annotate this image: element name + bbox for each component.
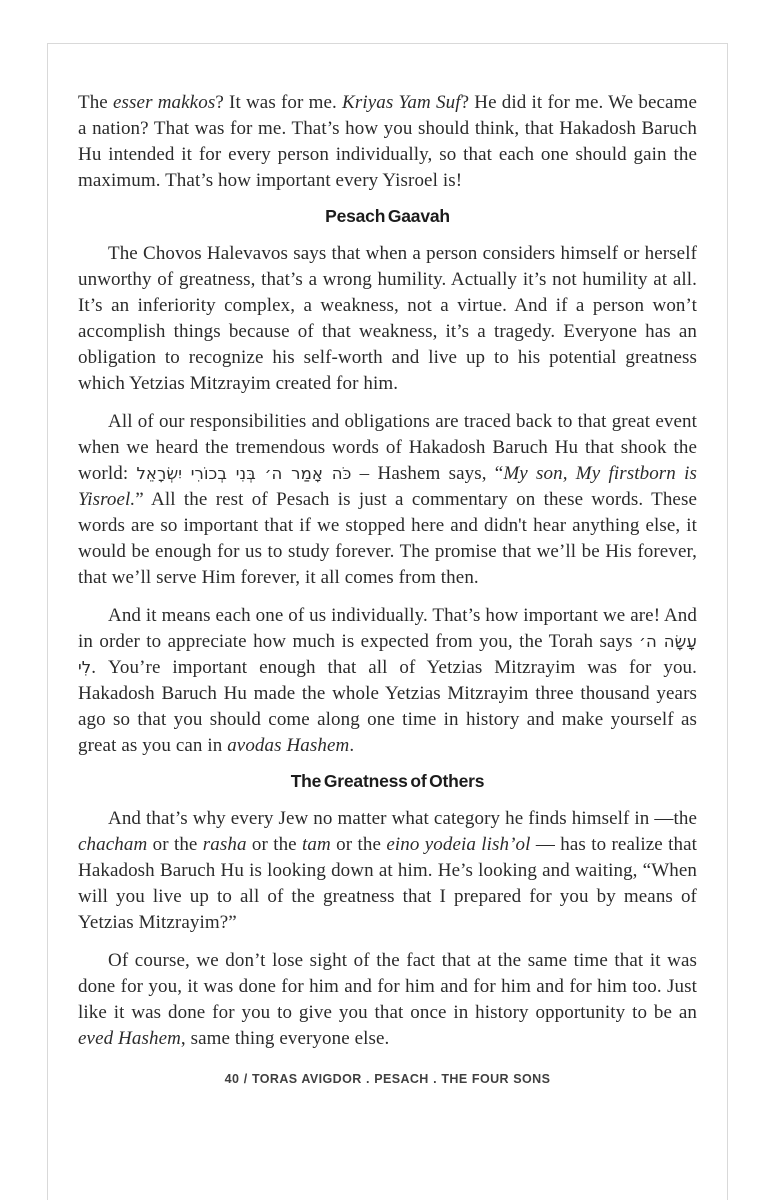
italic-term: Kriyas Yam Suf [342, 92, 461, 113]
italic-term: chacham [78, 834, 148, 855]
text-run: Of course, we don’t lose sight of the fact that at the same time that it was done for you, it was done for him and for him and for him and for him too. Just like it was done for you to give you that once in history opportunity to be an [78, 950, 697, 1023]
paragraph-each-one-individually [78, 603, 697, 759]
italic-term: tam [302, 834, 331, 855]
paragraph-responsibilities [78, 409, 697, 591]
text-run: . [349, 735, 355, 756]
italic-term: My son, My firstborn is Yisroel. [78, 463, 697, 510]
text-run: — has to realize that Hakadosh Baruch Hu is looking down at him. He’s looking and waiting, “When will you live up to all of the greatness that I prepared for you by means of Yetzias Mitzrayim?” [78, 834, 697, 933]
italic-term: eino yodeia lish’ol [386, 834, 531, 855]
text-run: or the [330, 834, 387, 855]
paragraph-every-jew-category [78, 806, 697, 936]
text-run: – Hashem says, “ [351, 463, 504, 484]
paragraph-chovos-halevavos [78, 241, 697, 397]
hebrew-phrase: כֹּה אָמַר ה׳ בְּנִי בְכוֹרִי יִשְׂרָאֵל [136, 464, 352, 483]
text-run: The Chovos Halevavos says that when a person considers himself or herself unworthy of greatness, that’s a wrong humility. Actually it’s not humility at all. It’s an inferiority complex, a weakness, not a virtue. And if a person won’t accomplish things because of that weakness, it’s a tragedy. Everyone has an obligation to recognize his self-worth and live up to his potential greatness which Yetzias Mitzrayim created for him. [78, 243, 697, 394]
paragraph-esser-makkos [78, 90, 697, 194]
italic-term: avodas Hashem [227, 735, 350, 756]
text-run: And it means each one of us individually. That’s how important we are! And in order to appreciate how much is expected from you, the Torah says [78, 605, 697, 652]
text-run: or the [246, 834, 303, 855]
text-run: , same thing everyone else. [180, 1028, 390, 1049]
text-run: or the [147, 834, 203, 855]
text-run: All of our responsibilities and obligations are traced back to that great event when we heard the tremendous words of Hakadosh Baruch Hu that shook the world: [78, 411, 697, 484]
italic-term: esser makkos [113, 92, 216, 113]
page-footer: 40 / TORAS AVIGDOR . PESACH . THE FOUR SONS [224, 1072, 551, 1086]
text-run: The [78, 92, 114, 113]
section-heading-pesach-gaavah: Pesach Gaavah [325, 206, 450, 226]
page-content [48, 44, 727, 1086]
text-run: . You’re important enough that all of Yetzias Mitzrayim was for you. Hakadosh Baruch Hu made the whole Yetzias Mitzrayim three thousand years ago so that you should come along one time in history and make yourself as great as you can in [78, 657, 698, 756]
text-run: ? He did it for me. We became a nation? That was for me. That’s how you should think, that Hakadosh Baruch Hu intended it for every person individually, so that each one should gain the maximum. That’s how important every Yisroel is! [78, 92, 697, 191]
text-run: ? It was for me. [215, 92, 343, 113]
italic-term: rasha [202, 834, 247, 855]
hebrew-phrase: עָשָׂה ה׳ לִי [78, 632, 697, 677]
text-run: And that’s why every Jew no matter what category he finds himself in —the [108, 808, 697, 829]
paragraph-of-course [78, 948, 697, 1052]
section-heading-greatness-of-others: The Greatness of Others [290, 771, 485, 791]
text-run: ” All the rest of Pesach is just a commentary on these words. These words are so important that if we stopped here and didn't hear anything else, it would be enough for us to study forever. The promise that we’ll be His forever, that we’ll serve Him forever, it all comes from then. [78, 489, 697, 588]
italic-term: eved Hashem [78, 1028, 181, 1049]
book-page [47, 43, 728, 1200]
